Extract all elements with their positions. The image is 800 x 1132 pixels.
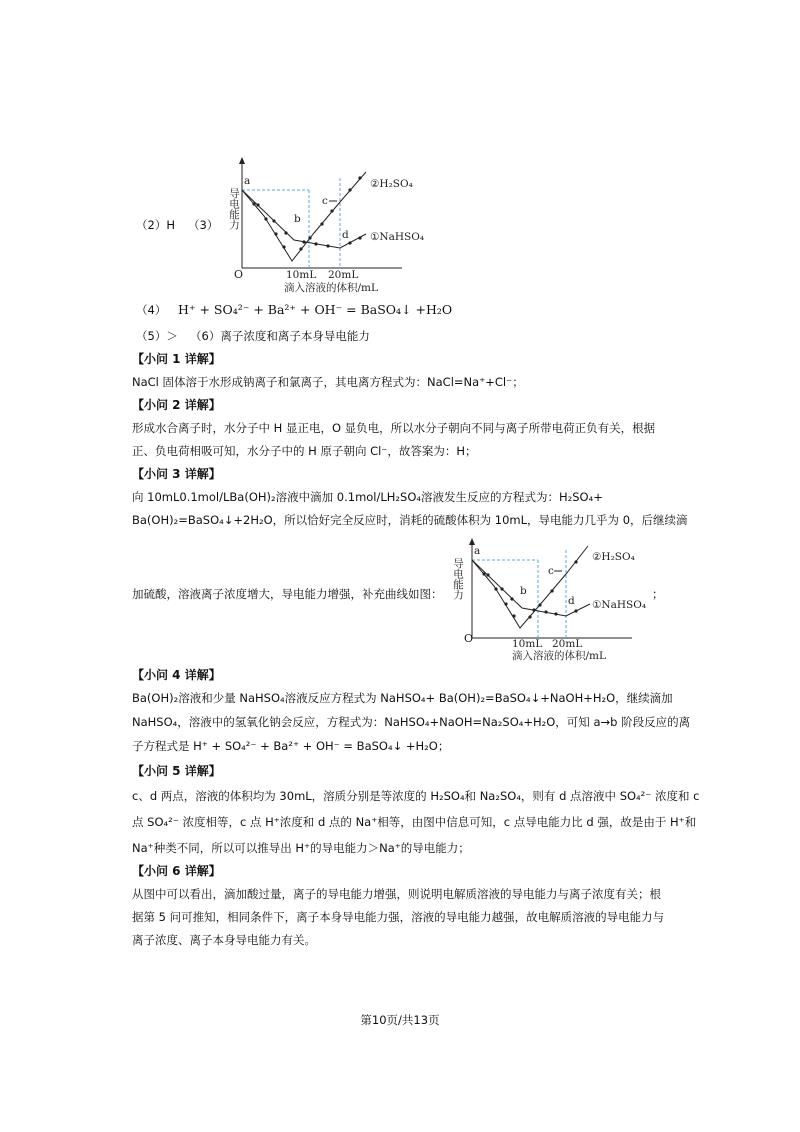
page-number: 第10页/共13页 [360,1013,440,1027]
s5-line-1: c、d 两点，溶液的体积均为 30mL，溶质分别是等浓度的 H₂SO₄和 Na₂SO₄，则有 d 点溶液中 SO₄²⁻ 浓度和 c [132,789,700,803]
s2-line-1: 形成水合离子时，水分子中 H 显正电，O 显负电，所以水分子朝向不同与离子所带电荷正负有关，根据 [132,421,656,435]
point-b-label: b [520,585,527,597]
s5-line-2: 点 SO₄²⁻ 浓度相等，c 点 H⁺浓度和 d 点的 Na⁺相等，由图中信息可知，c 点导电能力比 d 强，故是由于 H⁺和 [132,815,697,829]
s4-line-2: NaHSO₄，溶液中的氢氧化钠会反应，方程式为：NaHSO₄+NaOH=Na₂SO₄+H₂O，可知 a→b 阶段反应的离 [132,715,691,729]
dashed-guides [472,550,566,638]
legend-nahso4: ①NaHSO₄ [370,231,425,243]
s3-heading: 【小问 3 详解】 [132,467,221,481]
x-axis-label: 滴入溶液的体积/mL [512,650,606,662]
curve-nahso4 [472,560,590,616]
answer-6: （6）离子浓度和离子本身导电能力 [190,329,370,343]
chart-axes [239,157,402,268]
origin-label: O [464,632,474,645]
s1-heading: 【小问 1 详解】 [132,352,221,366]
point-c-label: c [548,565,554,577]
point-a-label: a [244,175,251,187]
answer-2: （2）H [136,218,175,232]
s6-line-2: 据第 5 问可推知，相同条件下，离子本身导电能力强，溶液的导电能力越强，故电解质溶液的导电能力与 [132,910,665,924]
s3-line-2: Ba(OH)₂=BaSO₄↓+2H₂O，所以恰好完全反应时，消耗的硫酸体积为 10mL，导电能力几乎为 0，后继续滴 [132,513,688,527]
s3-line-3: 加硫酸，溶液离子浓度增大，导电能力增强，补充曲线如图： [132,587,443,601]
x-tick-20: 20mL [552,638,583,650]
answer-4-label: （4） [136,303,167,317]
s6-line-3: 离子浓度、离子本身导电能力有关。 [132,933,316,947]
x-tick-10: 10mL [512,638,543,650]
s4-line-1: Ba(OH)₂溶液和少量 NaHSO₄溶液反应方程式为 NaHSO₄+ Ba(OH)₂=BaSO₄↓+NaOH+H₂O，继续滴加 [132,691,673,705]
answer-4-equation: H⁺ + SO₄²⁻ + Ba²⁺ + OH⁻ = BaSO₄↓ +H₂O [178,302,453,317]
dashed-guides [242,178,340,268]
x-axis-label: 滴入溶液的体积/mL [284,282,378,294]
s5-heading: 【小问 5 详解】 [132,764,221,778]
s2-line-2: 正、负电荷相吸可知，水分子中的 H 原子朝向 Cl⁻，故答案为：H； [132,444,477,458]
s6-line-1: 从图中可以看出，滴加酸过量，离子的导电能力增强，则说明电解质溶液的导电能力与离子浓度有关；根 [132,887,661,901]
curve-h2so4 [472,546,588,628]
s4-heading: 【小问 4 详解】 [132,668,221,682]
s5-line-3: Na⁺种类不同，所以可以推导出 H⁺的导电能力＞Na⁺的导电能力； [132,841,470,855]
s3-end-punct: ； [652,587,664,601]
point-b-label: b [294,213,301,225]
answer-3: （3） [188,218,219,232]
legend-h2so4: ②H₂SO₄ [370,178,413,190]
s1-line-1: NaCl 固体溶于水形成钠离子和氯离子，其电离方程式为：NaCl=Na⁺+Cl⁻； [132,375,524,389]
s3-line-1: 向 10mL0.1mol/LBa(OH)₂溶液中滴加 0.1mol/LH₂SO₄溶液发生反应的方程式为：H₂SO₄+ [132,490,603,504]
curve-h2so4 [242,172,366,261]
point-d-label: d [568,595,575,607]
legend-h2so4: ②H₂SO₄ [592,551,635,563]
conductivity-chart-2 [450,538,650,662]
s4-line-3: 子方程式是 H⁺ + SO₄²⁻ + Ba²⁺ + OH⁻ = BaSO₄↓ +H₂O； [132,739,450,753]
x-tick-20: 20mL [328,269,359,281]
point-d-label: d [342,229,349,241]
y-axis-label: 导电能力 [452,558,464,600]
y-axis-label: 导电能力 [228,188,240,230]
conductivity-chart-1 [214,156,425,296]
point-c-label: c [322,195,328,207]
point-a-label: a [474,545,481,557]
s6-heading: 【小问 6 详解】 [132,864,221,878]
legend-nahso4: ①NaHSO₄ [592,599,647,611]
s2-heading: 【小问 2 详解】 [132,398,221,412]
answer-5: （5）＞ [136,329,178,343]
x-tick-10: 10mL [286,269,317,281]
origin-label: O [234,268,244,281]
